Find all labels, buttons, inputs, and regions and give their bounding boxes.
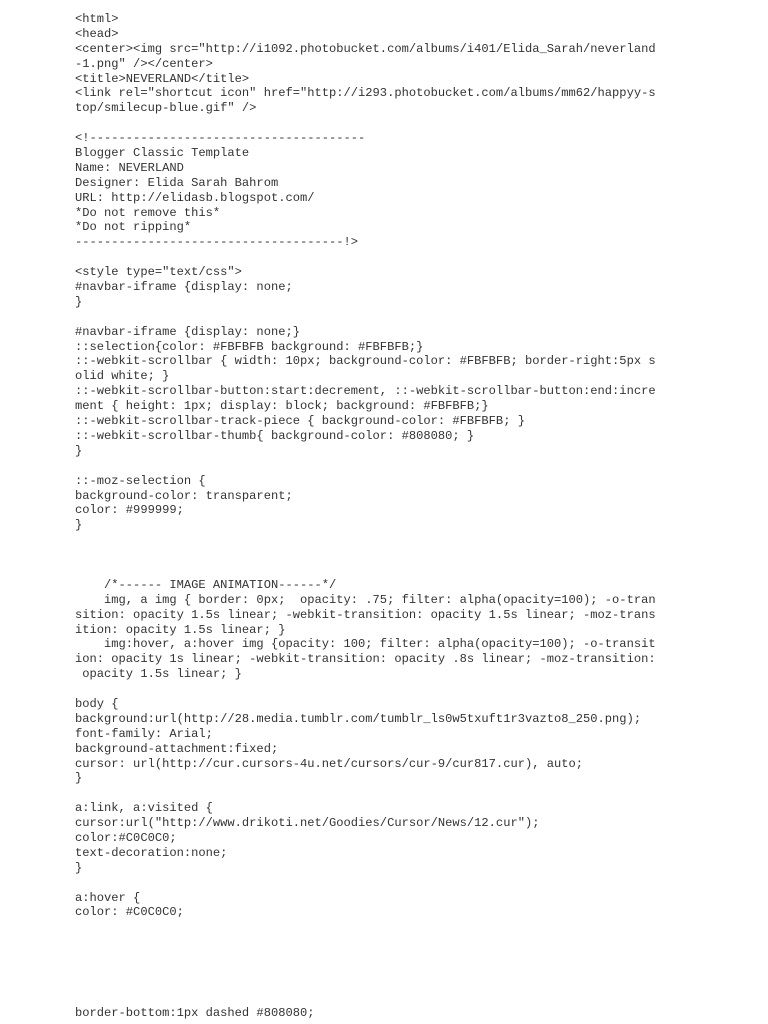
code-line: ment { height: 1px; display: block; background: #FBFBFB;} <box>75 399 489 414</box>
code-line: ::-webkit-scrollbar-track-piece { background-color: #FBFBFB; } <box>75 414 525 429</box>
code-line: <html> <box>75 12 119 26</box>
code-line: img:hover, a:hover img {opacity: 100; filter: alpha(opacity=100); -o-transit <box>75 637 656 652</box>
code-line: URL: http://elidasb.blogspot.com/ <box>75 190 315 205</box>
code-line: <link rel="shortcut icon" href="http://i293.photobucket.com/albums/mm62/happyy-s <box>75 86 656 101</box>
code-line: Designer: Elida Sarah Bahrom <box>75 175 279 190</box>
code-line <box>75 533 675 548</box>
code-line <box>75 459 675 474</box>
code-line: background:url(http://28.media.tumblr.com/tumblr_ls0w5txuft1r3vazto8_250.png); <box>75 711 642 726</box>
code-line: *Do not remove this* <box>75 205 221 220</box>
code-line <box>75 250 675 265</box>
code-line: ::-webkit-scrollbar-button:start:decrement, ::-webkit-scrollbar-button:end:incre <box>75 384 656 399</box>
code-line: ition: opacity 1.5s linear; } <box>75 622 286 637</box>
code-line: <title>NEVERLAND</title> <box>75 71 250 86</box>
code-line: <center><img src="http://i1092.photobucket.com/albums/i401/Elida_Sarah/neverland <box>75 41 656 56</box>
source-code-footer-line: border-bottom:1px dashed #808080; <box>75 1006 315 1020</box>
code-line: *Do not ripping* <box>75 220 192 235</box>
code-line: color: #999999; <box>75 503 184 518</box>
code-line: a:link, a:visited { <box>75 801 213 816</box>
code-line: ::-webkit-scrollbar { width: 10px; background-color: #FBFBFB; border-right:5px s <box>75 354 656 369</box>
code-line: img, a img { border: 0px; opacity: .75; filter: alpha(opacity=100); -o-tran <box>75 592 656 607</box>
code-line: Blogger Classic Template <box>75 146 250 161</box>
code-line <box>75 563 675 578</box>
code-line: /*------ IMAGE ANIMATION------*/ <box>75 577 337 592</box>
code-line: olid white; } <box>75 369 170 384</box>
code-line: cursor: url(http://cur.cursors-4u.net/cursors/cur-9/cur817.cur), auto; <box>75 756 584 771</box>
code-line: color: #C0C0C0; <box>75 905 184 920</box>
code-line: #navbar-iframe {display: none;} <box>75 324 300 339</box>
code-line <box>75 116 675 131</box>
code-line: -1.png" /></center> <box>75 56 213 71</box>
code-line <box>75 310 675 325</box>
code-line: -------------------------------------!> <box>75 235 359 250</box>
code-line: <!-------------------------------------- <box>75 131 366 146</box>
code-line: text-decoration:none; <box>75 845 228 860</box>
code-line: } <box>75 518 83 533</box>
code-line: } <box>75 771 83 786</box>
source-code-block <box>75 12 675 920</box>
code-line: background-attachment:fixed; <box>75 741 279 756</box>
code-line: top/smilecup-blue.gif" /> <box>75 101 257 116</box>
code-line <box>75 876 675 891</box>
code-line: ion: opacity 1s linear; -webkit-transition: opacity .8s linear; -moz-transition: <box>75 652 656 667</box>
code-line: } <box>75 860 83 875</box>
code-line: Name: NEVERLAND <box>75 160 184 175</box>
code-line: cursor:url("http://www.drikoti.net/Goodies/Cursor/News/12.cur"); <box>75 816 540 831</box>
code-line <box>75 786 675 801</box>
code-line: ::selection{color: #FBFBFB background: #FBFBFB;} <box>75 339 424 354</box>
code-line <box>75 682 675 697</box>
code-line: opacity 1.5s linear; } <box>75 667 242 682</box>
code-line: color:#C0C0C0; <box>75 830 177 845</box>
code-line: } <box>75 294 83 309</box>
code-line: #navbar-iframe {display: none; <box>75 280 293 295</box>
code-line: } <box>75 443 83 458</box>
code-line: <head> <box>75 26 119 41</box>
code-line: font-family: Arial; <box>75 726 213 741</box>
code-line: a:hover { <box>75 890 141 905</box>
code-line: sition: opacity 1.5s linear; -webkit-transition: opacity 1.5s linear; -moz-trans <box>75 607 656 622</box>
code-line: body { <box>75 696 119 711</box>
code-line: <style type="text/css"> <box>75 265 242 280</box>
code-line: ::-webkit-scrollbar-thumb{ background-color: #808080; } <box>75 428 475 443</box>
code-line: background-color: transparent; <box>75 488 293 503</box>
code-line: ::-moz-selection { <box>75 473 206 488</box>
code-line <box>75 548 675 563</box>
